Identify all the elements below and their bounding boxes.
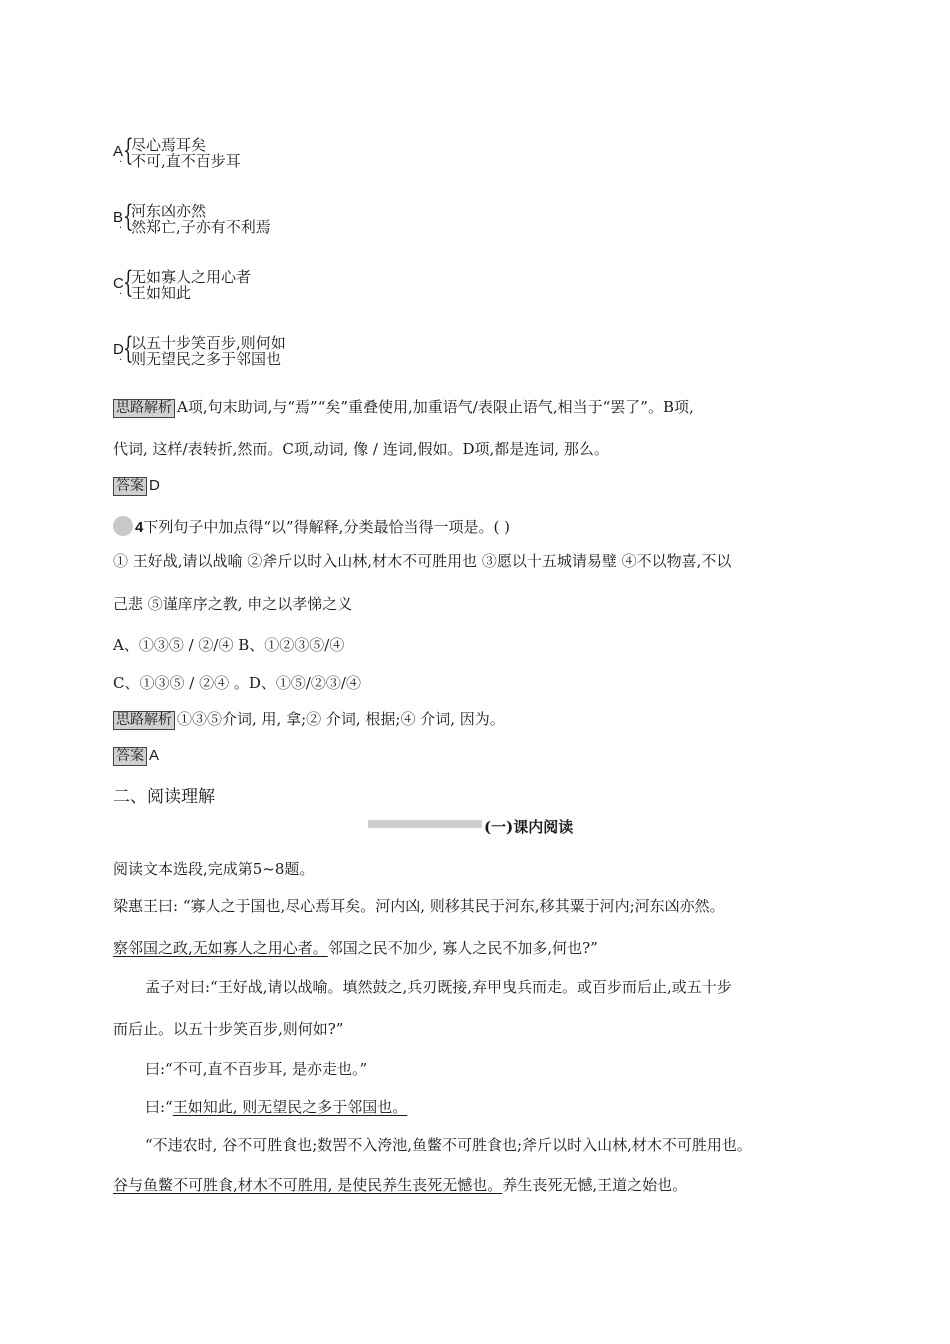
option-line-1: 以五十步笑百步,则何如: [131, 334, 286, 352]
heading-bar: [368, 820, 482, 828]
option-line-1: 无如寡人之用心者: [131, 268, 252, 286]
q4-answer: [113, 746, 159, 766]
sentence: 养生丧死无憾,王道之始也。: [502, 1176, 688, 1194]
answer-value: D: [149, 477, 160, 494]
q4-items-line-2: 己悲 ⑤谨庠序之教, 申之以孝悌之义: [113, 595, 353, 613]
answer-tag: 答案: [113, 477, 147, 496]
option-letter: D: [113, 341, 124, 358]
question-number: 4: [135, 519, 144, 536]
question-marker-icon: [113, 516, 133, 536]
option-letter: A: [113, 143, 124, 160]
passage-p2-line-1: 孟子对曰:“王好战,请以战喻。填然鼓之,兵刃既接,弃甲曳兵而走。或百步而后止,或五十步: [145, 978, 732, 996]
q4-items-line-1: ① 王好战,请以战喻 ②斧斤以时入山林,材木不可胜用也 ③愿以十五城请易璧 ④不以物喜,不以: [113, 552, 732, 570]
option-line-2: 则无望民之多于邻国也: [131, 350, 282, 368]
passage-p1-line-2: [113, 937, 598, 958]
brace: {: [123, 133, 134, 168]
brace: {: [123, 331, 134, 366]
brace: {: [123, 265, 134, 300]
option-line-2: 王如知此: [131, 284, 192, 302]
option-line-1: 尽心焉耳矣: [131, 136, 207, 154]
analysis-tag: 思路解析: [113, 399, 175, 418]
option-letter: B: [113, 209, 124, 226]
q3-analysis: [113, 396, 694, 418]
q4-stem: [113, 516, 510, 537]
underlined-sentence: 王如知此, 则无望民之多于邻国也。: [172, 1098, 408, 1116]
q3-analysis-line-2: 代词, 这样/表转折,然而。C项,动词, 像 / 连词,假如。D项,都是连词, 那么。: [113, 440, 609, 458]
underlined-sentence: 谷与鱼鳖不可胜食,材木不可胜用, 是使民养生丧死无憾也。: [113, 1176, 503, 1194]
answer-value: A: [149, 747, 160, 764]
passage-intro: 阅读文本选段,完成第5~8题。: [113, 860, 315, 878]
option-letter: C: [113, 275, 124, 292]
passage-p3: 曰:“不可,直不百步耳, 是亦走也。”: [145, 1060, 368, 1078]
section-heading: 二、阅读理解: [113, 787, 215, 807]
question-text: 下列句子中加点得“以”得解释,分类最恰当得一项是。( ): [143, 518, 510, 536]
underlined-sentence: 察邻国之政,无如寡人之用心者。: [113, 939, 328, 957]
q4-choices-line-1: A、①③⑤ / ②/④ B、①②③⑤/④: [113, 636, 345, 654]
passage-p5-line-2: [113, 1174, 687, 1195]
quote-prefix: 曰:“: [145, 1098, 173, 1116]
passage-p4: [145, 1096, 407, 1117]
brace: {: [123, 199, 134, 234]
sentence: 邻国之民不加少, 寡人之民不加多,何也?”: [327, 939, 598, 957]
q4-analysis: [113, 708, 505, 730]
passage-p2-line-2: 而后止。以五十步笑百步,则何如?”: [113, 1020, 344, 1038]
analysis-tag: 思路解析: [113, 711, 175, 730]
passage-p1-line-1: 梁惠王曰: “寡人之于国也,尽心焉耳矣。河内凶, 则移其民于河东,移其粟于河内;河东凶亦然。: [113, 897, 725, 915]
passage-p5-line-1: “不违农时, 谷不可胜食也;数罟不入洿池,鱼鳖不可胜食也;斧斤以时入山林,材木不可胜用也。: [145, 1136, 752, 1154]
q3-analysis-line-1: A项,句末助词,与“焉”“矣”重叠使用,加重语气/表限止语气,相当于“罢了”。B项,: [177, 398, 694, 416]
option-line-2: 然郑亡,子亦有不利焉: [131, 218, 271, 236]
option-line-2: 不可,直不百步耳: [131, 152, 241, 170]
q4-analysis-text: ①③⑤介词, 用, 拿;② 介词, 根据;④ 介词, 因为。: [177, 710, 505, 728]
q3-answer: [113, 476, 160, 496]
option-line-1: 河东凶亦然: [131, 202, 207, 220]
subsection-heading: (一)课内阅读: [484, 818, 574, 836]
q4-choices-line-2: C、①③⑤ / ②④ 。D、①⑤/②③/④: [113, 674, 361, 692]
answer-tag: 答案: [113, 747, 147, 766]
